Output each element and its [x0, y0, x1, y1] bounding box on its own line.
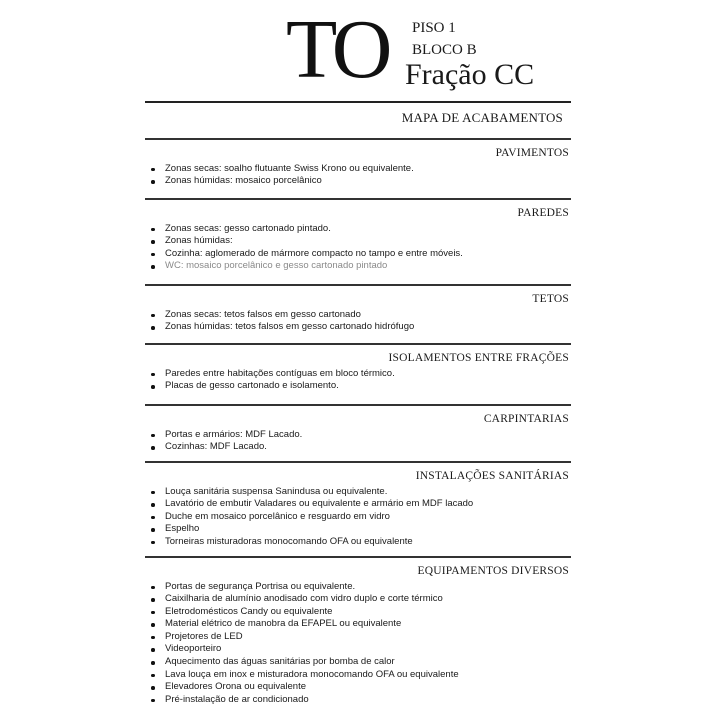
list-item: Caixilharia de alumínio anodisado com vidro duplo e corte térmico [150, 593, 571, 606]
brand-logo: TO [286, 3, 389, 96]
list-item: Zonas húmidas: tetos falsos em gesso cartonado hidrófugo [150, 321, 571, 334]
list-item: Material elétrico de manobra da EFAPEL ou equivalente [150, 618, 571, 631]
list-item: Placas de gesso cartonado e isolamento. [150, 380, 571, 393]
list-item: Elevadores Orona ou equivalente [150, 681, 571, 694]
block-label: BLOCO B [412, 42, 477, 58]
section-title: EQUIPAMENTOS DIVERSOS [417, 564, 569, 577]
section-paredes [145, 198, 571, 273]
section-divider [145, 461, 571, 463]
list-item: WC: mosaico porcelânico e gesso cartonado pintado [150, 260, 571, 273]
list-item: Lavatório de embutir Valadares ou equivalente e armário em MDF lacado [150, 498, 571, 511]
list-item: Espelho [150, 523, 571, 536]
section-tetos [145, 284, 571, 334]
section-instalacoes-sanitarias [145, 461, 571, 548]
section-list [145, 309, 571, 334]
section-divider [145, 284, 571, 286]
list-item: Eletrodomésticos Candy ou equivalente [150, 606, 571, 619]
section-title: INSTALAÇÕES SANITÁRIAS [415, 469, 569, 482]
section-title: PAREDES [517, 206, 569, 219]
list-item: Portas de segurança Portrisa ou equivalente. [150, 581, 571, 594]
list-item: Duche em mosaico porcelânico e resguardo em vidro [150, 511, 571, 524]
section-title: ISOLAMENTOS ENTRE FRAÇÕES [388, 351, 569, 364]
list-item: Projetores de LED [150, 631, 571, 644]
floor-label: PISO 1 [412, 20, 456, 36]
finishes-map-title: MAPA DE ACABAMENTOS [401, 110, 563, 125]
list-item: Zonas húmidas: mosaico porcelânico [150, 175, 571, 188]
section-pavimentos [145, 138, 571, 188]
header-divider [145, 101, 571, 103]
list-item: Paredes entre habitações contíguas em bloco térmico. [150, 368, 571, 381]
section-divider [145, 556, 571, 558]
section-title: CARPINTARIAS [483, 412, 569, 425]
list-item: Louça sanitária suspensa Sanindusa ou equivalente. [150, 486, 571, 499]
list-item: Cozinha: aglomerado de mármore compacto no tampo e entre móveis. [150, 248, 571, 261]
list-item: Lava louça em inox e misturadora monocomando OFA ou equivalente [150, 669, 571, 682]
section-list [145, 163, 571, 188]
section-list [145, 486, 571, 549]
list-item: Zonas secas: soalho flutuante Swiss Krono ou equivalente. [150, 163, 571, 176]
section-list [145, 223, 571, 273]
section-title: TETOS [532, 292, 569, 305]
section-list [145, 429, 571, 454]
list-item: Zonas húmidas: [150, 235, 571, 248]
section-equipamentos-diversos [145, 556, 571, 706]
section-carpintarias [145, 404, 571, 454]
list-item: Videoporteiro [150, 643, 571, 656]
list-item: Portas e armários: MDF Lacado. [150, 429, 571, 442]
section-divider [145, 404, 571, 406]
section-divider [145, 138, 571, 140]
section-divider [145, 198, 571, 200]
section-divider [145, 343, 571, 345]
list-item: Cozinhas: MDF Lacado. [150, 441, 571, 454]
unit-title: Fração CC [405, 58, 535, 91]
section-list [145, 581, 571, 707]
section-isolamentos [145, 343, 571, 393]
list-item: Zonas secas: gesso cartonado pintado. [150, 223, 571, 236]
section-list [145, 368, 571, 393]
list-item: Pré-instalação de ar condicionado [150, 694, 571, 707]
list-item: Torneiras misturadoras monocomando OFA ou equivalente [150, 536, 571, 549]
list-item: Aquecimento das águas sanitárias por bomba de calor [150, 656, 571, 669]
section-title: PAVIMENTOS [495, 146, 569, 159]
list-item: Zonas secas: tetos falsos em gesso cartonado [150, 309, 571, 322]
